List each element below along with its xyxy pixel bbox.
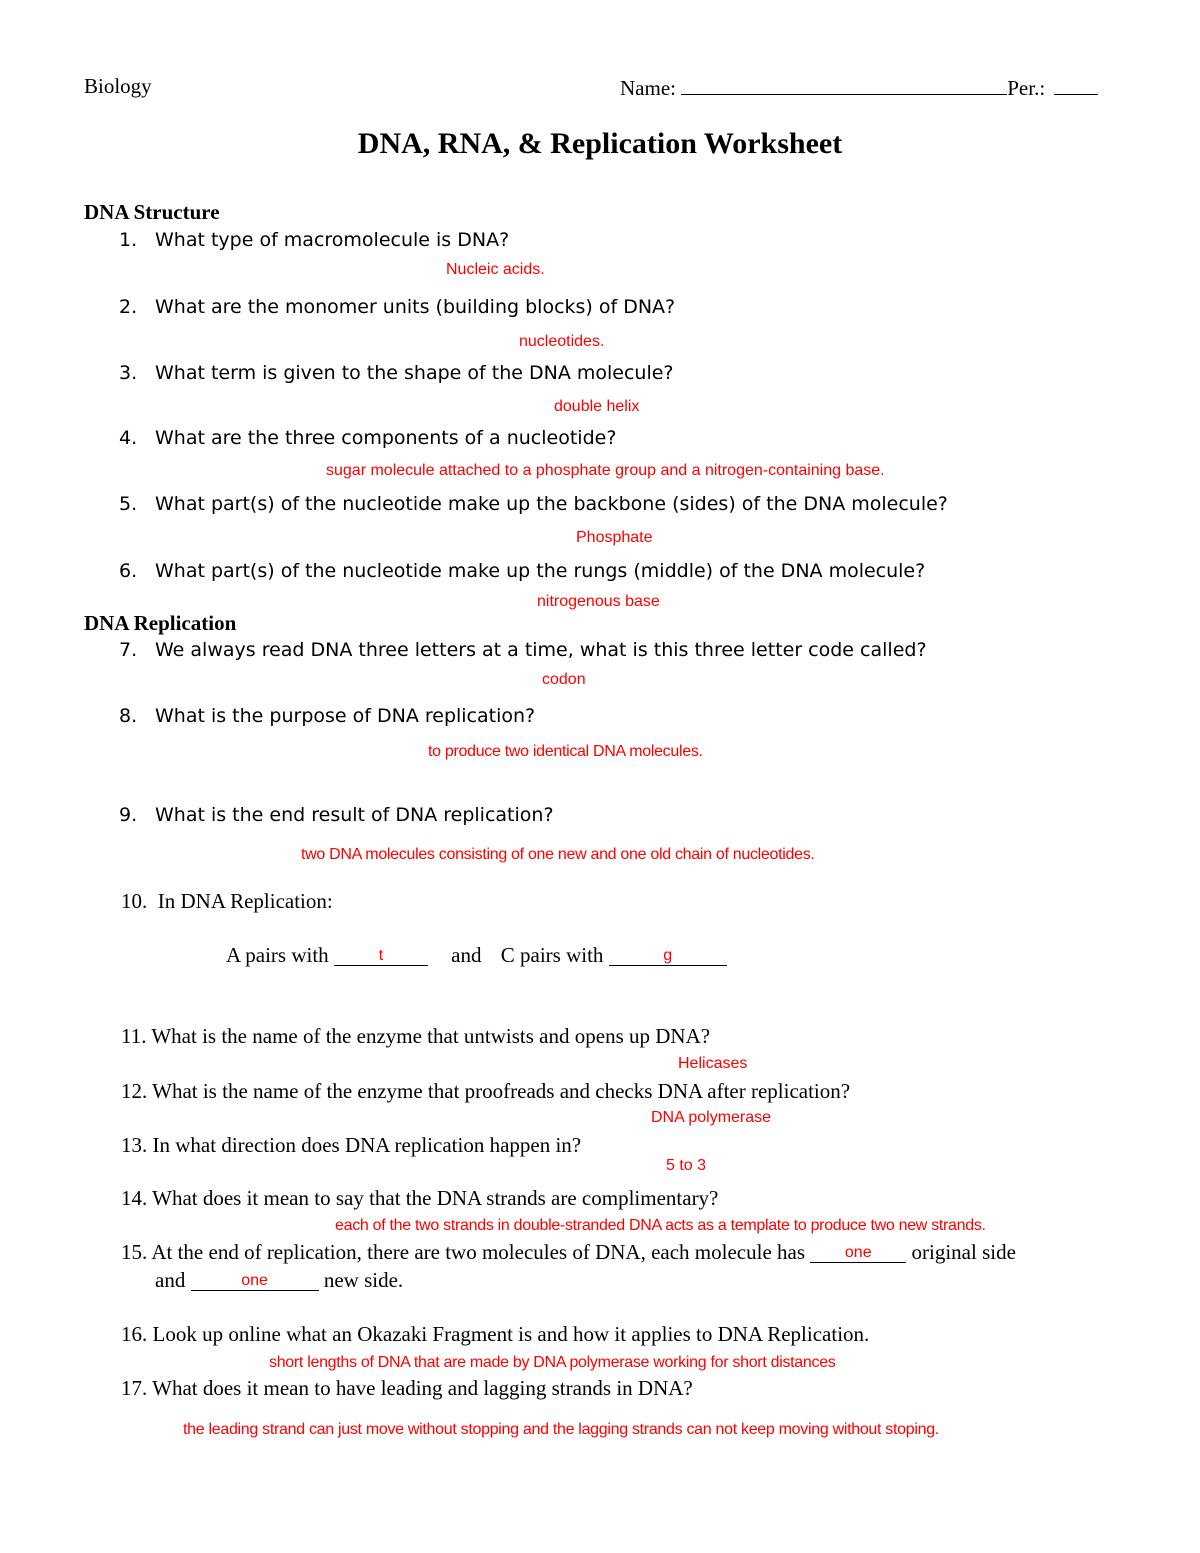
question-text: Look up online what an Okazaki Fragment is and how it applies to DNA Replication. [152, 1322, 870, 1346]
new-side-answer: one [241, 1272, 268, 1289]
a-pair-answer: t [378, 947, 384, 964]
original-side-blank[interactable] [810, 1240, 906, 1263]
question-text: new side. [323, 1268, 404, 1292]
name-label: Name: [620, 76, 676, 100]
question-text: What is the name of the enzyme that proofreads and checks DNA after replication? [152, 1079, 851, 1103]
answer-3: double helix [554, 398, 640, 415]
answer-9: two DNA molecules consisting of one new and one old chain of nucleotides. [301, 846, 815, 863]
question-text: What is the end result of DNA replication? [155, 804, 554, 826]
question-number: 1. [119, 229, 138, 251]
answer-4: sugar molecule attached to a phosphate group and a nitrogen-containing base. [326, 462, 885, 479]
question-number: 12. [121, 1079, 148, 1103]
c-pairs-label: C pairs with [500, 943, 604, 967]
question-number: 2. [119, 296, 138, 318]
question-text: In what direction does DNA replication happen in? [152, 1133, 582, 1157]
question-number: 5. [119, 493, 138, 515]
question-number: 6. [119, 560, 138, 582]
period-blank[interactable] [1054, 74, 1098, 95]
question-11 [121, 1024, 710, 1049]
c-pair-blank[interactable] [609, 943, 727, 966]
answer-17: the leading strand can just move without stopping and the lagging strands can not keep moving without stoping. [183, 1421, 939, 1438]
question-text: In DNA Replication: [157, 889, 333, 913]
question-8 [119, 705, 536, 727]
question-text: What are the three components of a nucleotide? [155, 427, 617, 449]
question-3 [119, 362, 674, 384]
question-text: At the end of replication, there are two molecules of DNA, each molecule has [151, 1240, 806, 1264]
section-dna-replication: DNA Replication [84, 611, 237, 635]
answer-7: codon [542, 671, 586, 688]
question-text: What is the name of the enzyme that untwists and opens up DNA? [151, 1024, 711, 1048]
question-number: 17. [121, 1376, 148, 1400]
question-number: 14. [121, 1186, 148, 1210]
answer-11: Helicases [678, 1055, 748, 1072]
a-pairs-label: A pairs with [226, 943, 329, 967]
question-number: 8. [119, 705, 138, 727]
question-17 [121, 1376, 693, 1401]
period-label: Per.: [1007, 76, 1046, 100]
question-12 [121, 1079, 850, 1104]
question-4 [119, 427, 617, 449]
question-text: and [155, 1268, 186, 1292]
answer-1: Nucleic acids. [446, 261, 545, 278]
question-number: 16. [121, 1322, 148, 1346]
question-text: What does it mean to say that the DNA strands are complimentary? [152, 1186, 719, 1210]
question-number: 13. [121, 1133, 148, 1157]
page-title: DNA, RNA, & Replication Worksheet [357, 127, 843, 160]
question-number: 11. [121, 1024, 147, 1048]
a-pair-blank[interactable] [334, 943, 428, 966]
question-text: What does it mean to have leading and lagging strands in DNA? [152, 1376, 693, 1400]
question-13 [121, 1133, 581, 1158]
question-number: 4. [119, 427, 138, 449]
question-text: What type of macromolecule is DNA? [155, 229, 510, 251]
name-field[interactable] [620, 74, 1098, 101]
question-number: 10. [121, 889, 148, 913]
question-text: What term is given to the shape of the DNA molecule? [155, 362, 674, 384]
base-pairs-row [226, 943, 727, 968]
question-text: What are the monomer units (building blocks) of DNA? [155, 296, 676, 318]
question-text: original side [911, 1240, 1016, 1264]
section-dna-structure: DNA Structure [84, 200, 220, 224]
answer-5: Phosphate [576, 529, 653, 546]
question-text: What part(s) of the nucleotide make up the backbone (sides) of the DNA molecule? [155, 493, 948, 515]
answer-13: 5 to 3 [666, 1157, 707, 1174]
and-label: and [451, 943, 482, 967]
question-15 [121, 1240, 1016, 1265]
answer-8: to produce two identical DNA molecules. [428, 743, 703, 760]
question-text: What is the purpose of DNA replication? [155, 705, 536, 727]
c-pair-answer: g [663, 947, 673, 964]
question-number: 15. [121, 1240, 148, 1264]
question-text: We always read DNA three letters at a time, what is this three letter code called? [155, 639, 927, 661]
question-1 [119, 229, 510, 251]
question-text: What part(s) of the nucleotide make up the rungs (middle) of the DNA molecule? [155, 560, 926, 582]
answer-12: DNA polymerase [651, 1109, 772, 1126]
new-side-blank[interactable] [191, 1268, 319, 1291]
question-2 [119, 296, 676, 318]
question-10 [121, 889, 333, 914]
question-16 [121, 1322, 869, 1347]
question-9 [119, 804, 554, 826]
question-15-line-2 [155, 1268, 403, 1293]
answer-16: short lengths of DNA that are made by DNA polymerase working for short distances [269, 1354, 836, 1371]
question-number: 3. [119, 362, 138, 384]
name-blank[interactable] [681, 74, 1007, 95]
question-14 [121, 1186, 718, 1211]
question-number: 9. [119, 804, 138, 826]
question-7 [119, 639, 927, 661]
question-5 [119, 493, 948, 515]
question-number: 7. [119, 639, 138, 661]
original-side-answer: one [844, 1244, 872, 1261]
question-6 [119, 560, 926, 582]
answer-2: nucleotides. [519, 333, 605, 350]
answer-14: each of the two strands in double-stranded DNA acts as a template to produce two new strands. [335, 1217, 986, 1234]
answer-6: nitrogenous base [537, 593, 660, 610]
subject-label: Biology [84, 74, 152, 98]
